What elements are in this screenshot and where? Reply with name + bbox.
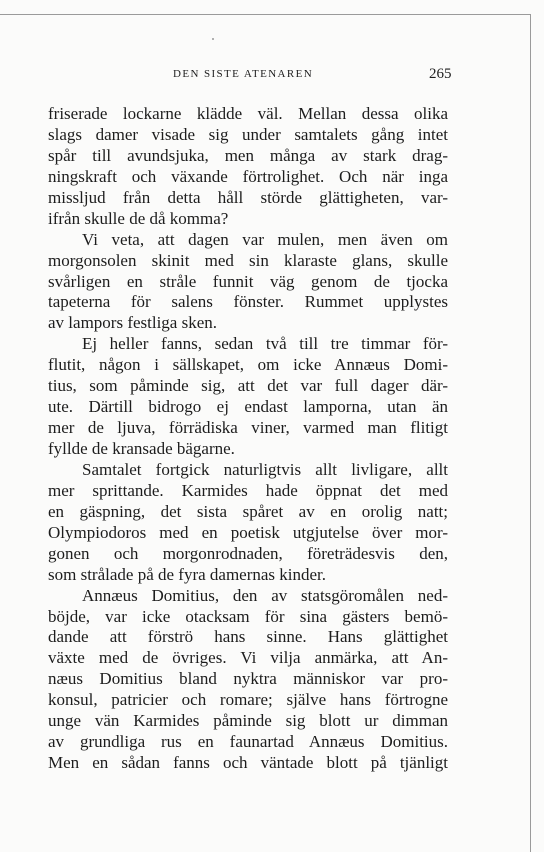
text-line: tapeterna för salens fönster. Rummet upplystes xyxy=(48,292,448,312)
body-text xyxy=(48,104,448,774)
text-line: slags damer visade sig under samtalets gång intet xyxy=(48,124,448,144)
text-line: dande att förströ hans sinne. Hans glättighet xyxy=(48,627,448,647)
text-line: som strålade på de fyra damernas kinder. xyxy=(48,564,327,584)
text-line: unge vän Karmides påminde sig blott ur dimman xyxy=(48,711,448,731)
text-line: av grundliga rus en faunartad Annæus Domitius. xyxy=(48,732,448,752)
text-line: missljud från detta håll störde glättigheten, var- xyxy=(48,187,448,207)
text-line: Ej heller fanns, sedan två till tre timmar för- xyxy=(82,334,448,354)
text-line: Annæus Domitius, den av statsgöromålen ned- xyxy=(82,585,448,605)
text-line: en gäspning, det sista spåret av en orolig natt; xyxy=(48,501,448,521)
text-line: konsul, patricier och romare; själve hans förtrogne xyxy=(48,690,448,710)
text-line: ute. Därtill bidrogo ej endast lamporna, utan än xyxy=(48,397,448,417)
text-line: ifrån skulle de då komma? xyxy=(48,208,229,228)
scan-edge-right xyxy=(530,14,531,852)
text-line: av lampors festliga sken. xyxy=(48,313,218,333)
scan-edge-top xyxy=(0,14,530,15)
text-line: flutit, någon i sällskapet, om icke Annæus Domi- xyxy=(48,355,448,375)
text-line: Men en sådan fanns och väntade blott på tjänligt xyxy=(48,753,448,773)
page-number: 265 xyxy=(429,66,452,82)
text-line: svårligen en stråle funnit väg genom de tjocka xyxy=(48,271,448,291)
text-line: gonen och morgonrodnaden, företrädesvis den, xyxy=(48,543,448,563)
text-line: tius, som påminde sig, att det var full dager där- xyxy=(48,376,448,396)
text-line: ningskraft och växande förtrolighet. Och när inga xyxy=(48,166,448,186)
text-line: böjde, var icke otacksam för sina gästers bemö- xyxy=(48,606,448,626)
text-line: morgonsolen skinit med sin klaraste glans, skulle xyxy=(48,250,448,270)
text-line: växte med de övriges. Vi vilja anmärka, att An- xyxy=(48,648,448,668)
text-line: fyllde de kransade bägarne. xyxy=(48,439,235,458)
text-line: spår till avundsjuka, men många av stark drag- xyxy=(48,145,448,165)
scan-speck xyxy=(212,38,214,40)
running-title: DEN SISTE ATENAREN xyxy=(173,68,314,80)
text-line: Olympiodoros med en poetisk utgjutelse över mor- xyxy=(48,522,448,542)
text-line: næus Domitius bland nyktra människor var pro- xyxy=(48,669,448,689)
running-head xyxy=(60,66,460,86)
text-line: mer sprittande. Karmides hade öppnat det med xyxy=(48,480,448,500)
text-line: Vi veta, att dagen var mulen, men även om xyxy=(82,229,448,249)
text-line: Samtalet fortgick naturligtvis allt livligare, allt xyxy=(82,459,448,479)
text-line: mer de ljuva, förrädiska viner, varmed man flitigt xyxy=(48,418,448,438)
text-line: friserade lockarne klädde väl. Mellan dessa olika xyxy=(48,104,448,123)
